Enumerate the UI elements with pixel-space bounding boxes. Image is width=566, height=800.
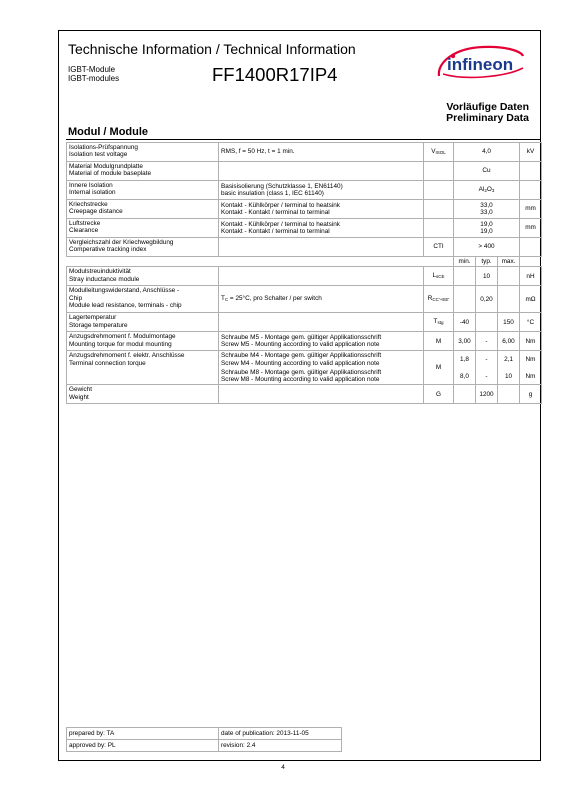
value: 4,0 <box>454 143 520 162</box>
typ-value: 10 <box>476 267 498 286</box>
condition: $T_C = 25^\circ C$, pro Schalter / per switch <box>219 286 424 313</box>
section-divider <box>66 139 541 140</box>
table-row <box>67 286 542 313</box>
unit: Nm <box>520 368 542 385</box>
param-label: Kriechstrecke Creepage distance <box>67 200 219 219</box>
module-spec-table <box>66 142 542 404</box>
unit: Nm <box>520 351 542 368</box>
preliminary-status: Vorläufige Daten Preliminary Data <box>446 101 529 124</box>
param-label: Modulstreuinduktivität Stray inductance module <box>67 267 219 286</box>
page-number: 4 <box>281 764 285 771</box>
param-label: Anzugsdrehmoment f. elektr. Anschlüsse Terminal connection torque <box>67 351 219 385</box>
table-row <box>67 728 342 740</box>
condition: Schraube M5 - Montage gem. gültiger Applikationsschrift Screw M5 - Mounting according to valid application note <box>219 332 424 351</box>
table-row <box>67 143 542 162</box>
table-row <box>67 385 542 404</box>
symbol: M <box>424 351 454 385</box>
min-value: 8,0 <box>454 368 476 385</box>
unit: nH <box>520 267 542 286</box>
typ-value: - <box>476 351 498 368</box>
symbol: $L_{sCE}$ <box>424 267 454 286</box>
symbol: G <box>424 385 454 404</box>
param-label: Vergleichszahl der Kriechwegbildung Comperative tracking index <box>67 238 219 257</box>
table-row <box>67 313 542 332</box>
max-value: 150 <box>498 313 520 332</box>
value: 33,0 33,0 <box>454 200 520 219</box>
unit: °C <box>520 313 542 332</box>
min-value: 3,00 <box>454 332 476 351</box>
symbol: CTI <box>424 238 454 257</box>
condition: RMS, f = 50 Hz, t = 1 min. <box>219 143 424 162</box>
max-value: 6,00 <box>498 332 520 351</box>
table-row <box>67 740 342 752</box>
typ-value: - <box>476 332 498 351</box>
param-label: Luftstrecke Clearance <box>67 219 219 238</box>
svg-text:infineon: infineon <box>447 55 514 74</box>
unit: Nm <box>520 332 542 351</box>
value: 19,0 19,0 <box>454 219 520 238</box>
max-value: 10 <box>498 368 520 385</box>
symbol: $T_{stg}$ <box>424 313 454 332</box>
table-row <box>67 219 542 238</box>
table-row <box>67 200 542 219</box>
minmax-header <box>67 257 542 267</box>
min-value: 1,8 <box>454 351 476 368</box>
part-number: FF1400R17IP4 <box>212 64 338 85</box>
param-label: Gewicht Weight <box>67 385 219 404</box>
document-title: Technische Information / Technical Information <box>68 41 356 57</box>
value: > 400 <box>454 238 520 257</box>
value: Cu <box>454 162 520 181</box>
table-row <box>67 181 542 200</box>
publication-date: date of publication: 2013-11-05 <box>219 728 342 740</box>
typ-value: 1200 <box>476 385 498 404</box>
condition: Schraube M8 - Montage gem. gültiger Applikationsschrift Screw M8 - Mounting according to valid application note <box>219 368 424 385</box>
table-row <box>67 267 542 286</box>
symbol: $R_{CC'+EE'}$ <box>424 286 454 313</box>
min-header: min. <box>454 257 476 267</box>
unit: kV <box>520 143 542 162</box>
approved-by: approved by: PL <box>67 740 219 752</box>
typ-value: - <box>476 368 498 385</box>
unit: mΩ <box>520 286 542 313</box>
table-row <box>67 238 542 257</box>
param-label: Material Modulgrundplatte Material of module baseplate <box>67 162 219 181</box>
table-row <box>67 332 542 351</box>
max-value: 2,1 <box>498 351 520 368</box>
symbol: $V_{ISOL}$ <box>424 143 454 162</box>
min-value: -40 <box>454 313 476 332</box>
symbol: M <box>424 332 454 351</box>
table-row <box>67 351 542 368</box>
footer-table <box>66 727 342 752</box>
infineon-logo <box>433 42 529 82</box>
revision: revision: 2.4 <box>219 740 342 752</box>
max-header: max. <box>498 257 520 267</box>
condition: Kontakt - Kühlkörper / terminal to heatsink Kontakt - Kontakt / terminal to terminal <box>219 219 424 238</box>
param-label: Lagertemperatur Storage temperature <box>67 313 219 332</box>
param-label: Innere Isolation Internal isolation <box>67 181 219 200</box>
unit: mm <box>520 200 542 219</box>
value: $Al_2O_3$ <box>454 181 520 200</box>
typ-value: 0,20 <box>476 286 498 313</box>
section-title: Modul / Module <box>68 126 149 138</box>
condition: Schraube M4 - Montage gem. gültiger Applikationsschrift Screw M4 - Mounting according to valid application note <box>219 351 424 368</box>
condition: Kontakt - Kühlkörper / terminal to heatsink Kontakt - Kontakt / terminal to terminal <box>219 200 424 219</box>
prepared-by: prepared by: TA <box>67 728 219 740</box>
typ-header: typ. <box>476 257 498 267</box>
param-label: Isolations-Prüfspannung Isolation test voltage <box>67 143 219 162</box>
module-type: IGBT-Module IGBT-modules <box>68 65 120 83</box>
unit: mm <box>520 219 542 238</box>
param-label: Modulleitungswiderstand, Anschlüsse - Chip Module lead resistance, terminals - chip <box>67 286 219 313</box>
unit: g <box>520 385 542 404</box>
table-row <box>67 162 542 181</box>
param-label: Anzugsdrehmoment f. Modulmontage Mounting torque for modul mounting <box>67 332 219 351</box>
condition: Basisisolierung (Schutzklasse 1, EN61140) basic insulation (class 1, IEC 61140) <box>219 181 424 200</box>
